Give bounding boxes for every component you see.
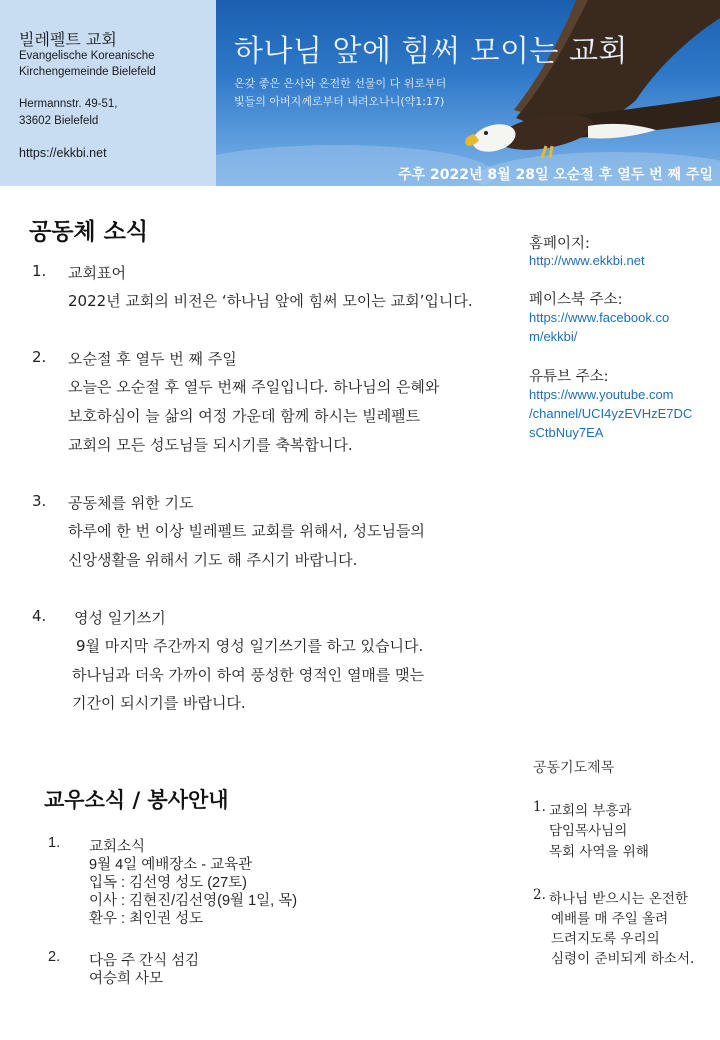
banner-verse-line1: 온갖 좋은 은사와 온전한 선물이 다 위로부터 [234,77,447,90]
church-name: 빌레펠트 교회 [19,30,117,49]
service-item-number: 1. [48,835,61,851]
church-german-name-line2: Kirchengemeinde Bielefeld [19,66,156,78]
news-item-line: 보호하심이 늘 삶의 여정 가운데 함께 하시는 빌레펠트 [68,407,421,425]
youtube-link-line2[interactable]: /channel/UCI4yzEVHzE7DC [529,406,693,421]
prayer-item-line: 목회 사역을 위해 [549,844,649,860]
banner-eagle-image [216,0,720,186]
facebook-label: 페이스북 주소: [529,292,623,308]
news-item-number: 2. [32,348,47,366]
service-item-line: 입독 : 김선영 성도 (27토) [89,875,247,891]
service-item-line: 이사 : 김현진/김선영(9월 1일, 목) [89,893,298,909]
community-news-title: 공동체 소식 [29,219,149,245]
news-item-line: 하나님과 더욱 가까이 하여 풍성한 영적인 열매를 맺는 [72,666,425,684]
prayer-item-line: 교회의 부흥과 [549,803,632,819]
news-item-line: 9월 마지막 주간까지 영성 일기쓰기를 하고 있습니다. [76,637,424,655]
news-item-heading: 공동체를 위한 기도 [68,494,194,512]
facebook-link-line1[interactable]: https://www.facebook.co [529,310,670,325]
facebook-link-line2[interactable]: m/ekkbi/ [529,329,578,344]
news-item-line: 신앙생활을 위해서 기도 해 주시기 바랍니다. [68,551,358,569]
news-item-line: 오늘은 오순절 후 열두 번째 주일입니다. 하나님의 은혜와 [68,378,440,396]
prayer-item-line: 심령이 준비되게 하소서. [551,951,695,967]
service-item-line: 9월 4일 예배장소 - 교육관 [89,857,253,873]
news-item-number: 4. [32,607,47,625]
service-item-line: 교회소식 [89,839,146,855]
member-news-title: 교우소식 / 봉사안내 [44,788,229,812]
news-item-heading: 영성 일기쓰기 [74,609,166,627]
address-line1: Hermannstr. 49-51, [19,98,118,110]
address-line2: 33602 Bielefeld [19,115,99,127]
banner-title: 하나님 앞에 힘써 모이는 교회 [234,34,628,69]
news-item-line: 기간이 되시기를 바랍니다. [72,694,246,712]
youtube-label: 유튜브 주소: [529,369,609,385]
prayer-item-line: 하나님 받으시는 온전한 [549,891,688,907]
youtube-link-line1[interactable]: https://www.youtube.com [529,387,674,402]
prayer-item-line: 드려지도록 우리의 [551,931,660,947]
prayer-item-number: 2. [533,887,546,903]
news-item-line: 교회의 모든 성도님들 되시기를 축복합니다. [68,436,353,454]
youtube-link-line3[interactable]: sCtbNuy7EA [529,425,604,440]
homepage-label: 홈페이지: [529,236,590,252]
service-item-line: 여승희 사모 [89,971,164,987]
news-item-line: 하루에 한 번 이상 빌레펠트 교회를 위해서, 성도님들의 [68,522,425,540]
church-website[interactable]: https://ekkbi.net [19,146,107,160]
prayer-item-line: 예배를 매 주일 올려 [551,911,669,927]
service-date: 주후 2022년 8월 28일 오순절 후 열두 번 째 주일 [398,167,713,183]
prayer-item-line: 담임목사님의 [549,823,628,839]
prayer-item-number: 1. [533,799,546,815]
homepage-link[interactable]: http://www.ekkbi.net [529,253,645,268]
service-item-line: 환우 : 최인권 성도 [89,911,204,927]
service-item-number: 2. [48,949,61,965]
news-item-heading: 교회표어 [68,264,126,282]
news-item-number: 3. [32,492,47,510]
news-item-line: 2022년 교회의 비전은 ‘하나님 앞에 힘써 모이는 교회’입니다. [68,292,473,310]
service-item-line: 다음 주 간식 섬김 [89,953,200,969]
news-item-heading: 오순절 후 열두 번 째 주일 [68,350,237,368]
prayer-topics-title: 공동기도제목 [533,760,615,776]
banner-verse-line2: 빛들의 아버지께로부터 내려오나니(약1:17) [234,95,445,108]
church-german-name-line1: Evangelische Koreanische [19,50,155,62]
news-item-number: 1. [32,262,47,280]
